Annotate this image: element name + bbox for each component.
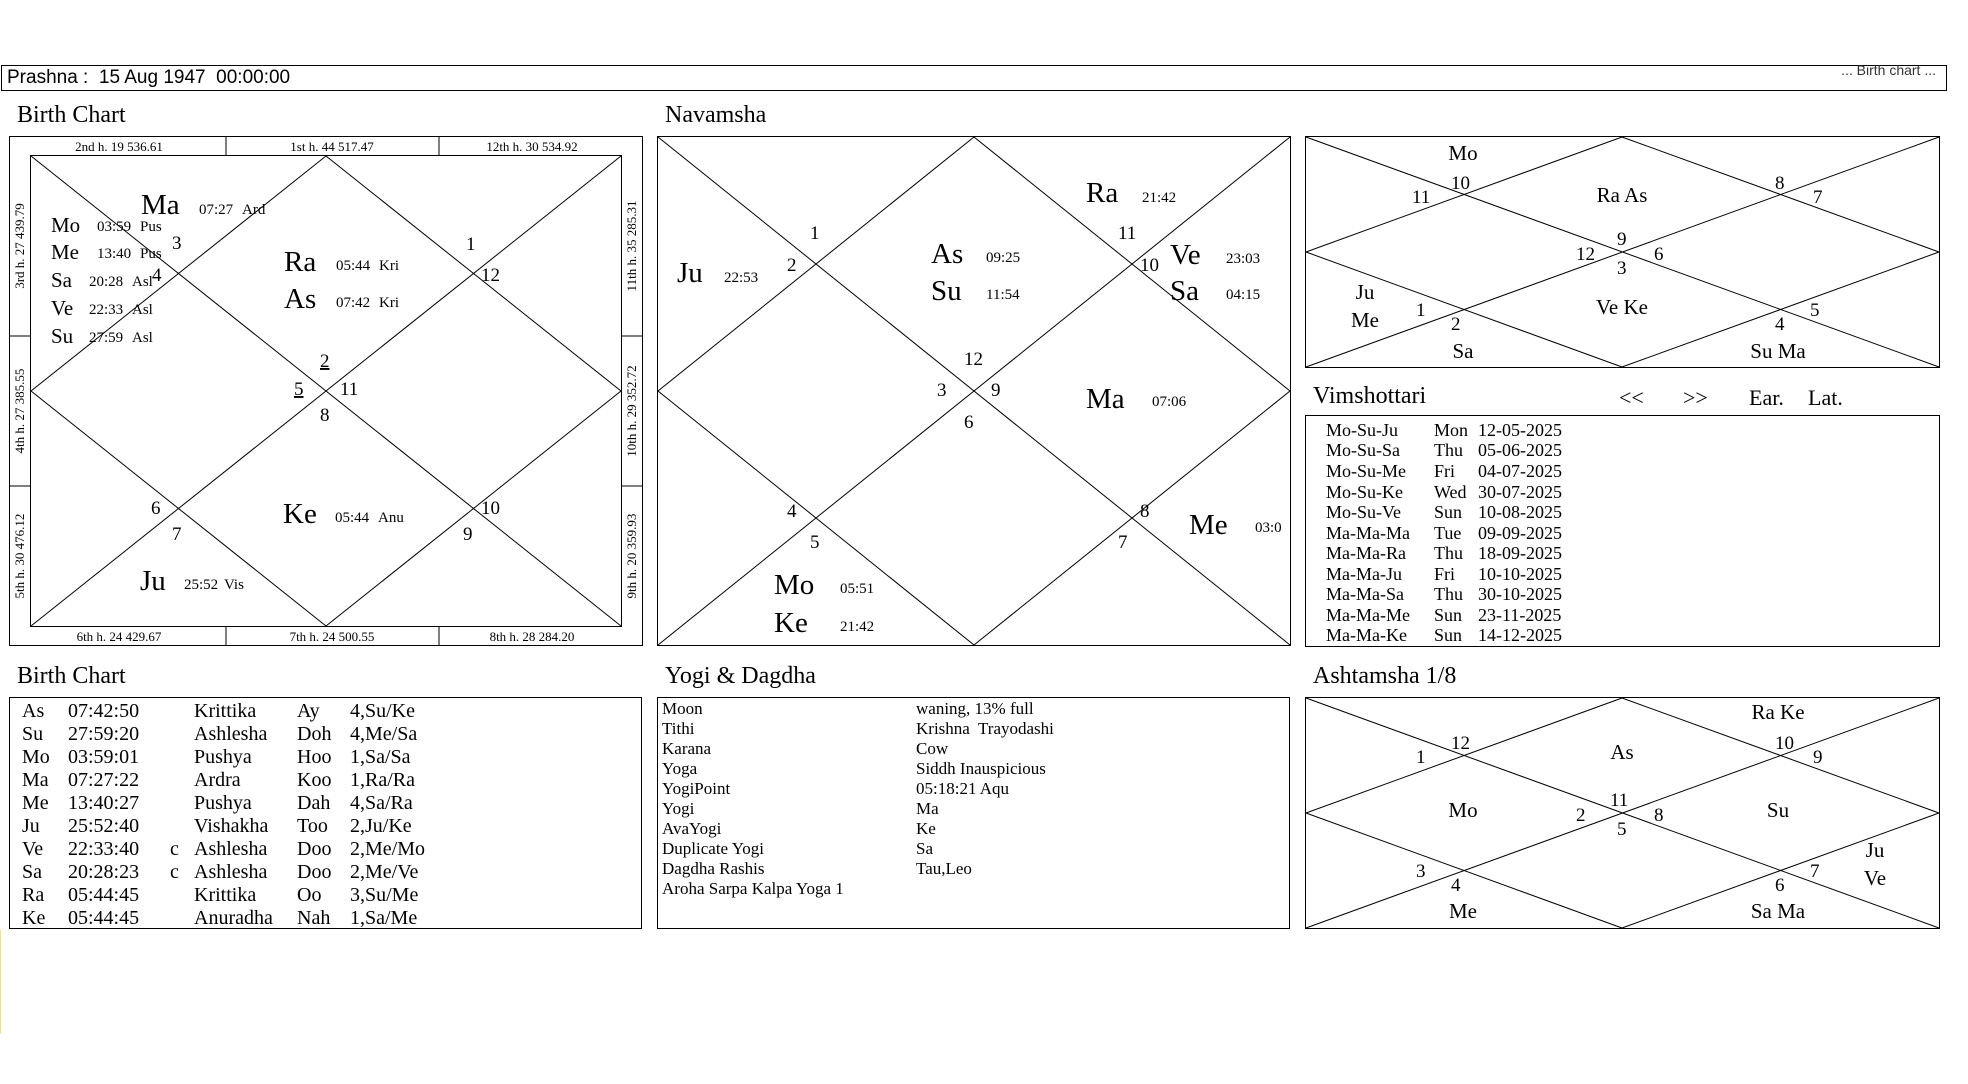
planet-label: Sa [1452,339,1474,363]
planet-label: Me [1351,308,1379,332]
window-edge-marker [0,930,1,1034]
house-header-11: 11th h. 35 285.31 [624,200,639,292]
house-number: 2 [787,255,797,276]
house-number: 10 [1140,255,1159,276]
house-number: 8 [320,405,330,426]
yogi-dagdha-title: Yogi & Dagdha [665,663,816,689]
dasha-row[interactable]: Ma-Ma-Ju Fri 10-10-2025 [1326,564,1562,584]
house-number: 2 [320,351,330,372]
dasha-row[interactable]: Mo-Su-Me Fri 04-07-2025 [1326,461,1562,481]
house-number: 6 [151,498,161,519]
planet-ma: Ma [141,189,180,221]
house-number: 5 [1617,819,1627,840]
planet-ju: Ju [140,565,166,597]
dasha-row[interactable]: Mo-Su-Ve Sun 10-08-2025 [1326,502,1562,522]
planet-ve: Ve [51,296,74,320]
planet-mo-nakshatra: Pus [140,219,162,235]
house-number: 7 [1810,861,1820,882]
house-number: 11 [1412,187,1431,208]
planet-label: Sa Ma [1750,899,1806,923]
planet-ra-degree: 21:42 [1142,190,1177,206]
house-number: 9 [991,380,1001,401]
dasha-row[interactable]: Ma-Ma-Ke Sun 14-12-2025 [1326,625,1562,645]
planet-ma-nakshatra: Ard [242,202,266,218]
dasha-row[interactable]: Ma-Ma-Sa Thu 30-10-2025 [1326,584,1562,604]
planet-ju: Ju [677,257,703,289]
house-number: 8 [1775,173,1785,194]
vimshottari-title: Vimshottari [1313,383,1427,409]
planet-sa-degree: 20:28 [89,274,124,290]
planet-as: As [931,238,964,270]
planet-me: Me [51,240,79,264]
house-number: 8 [1654,805,1664,826]
planet-label: Ju [1865,838,1885,862]
planet-ve-degree: 22:33 [89,302,124,318]
planet-su-nakshatra: Asl [132,330,153,346]
house-number: 6 [1654,244,1664,265]
planet-sa: Sa [1170,275,1199,307]
vimshottari-next-button[interactable]: >> [1683,385,1708,410]
planet-su: Su [51,324,74,348]
planet-ma-degree: 07:06 [1152,394,1187,410]
house-number: 12 [964,349,983,370]
house-header-9: 9th h. 20 359.93 [624,513,639,599]
navamsha-chart[interactable] [657,136,1291,646]
planet-label: Mo [1448,141,1478,165]
planet-mo-degree: 05:51 [840,581,875,597]
planet-me-nakshatra: Pus [140,246,162,262]
house-number: 6 [1775,875,1785,896]
planet-su: Su [931,275,962,307]
house-number: 12 [481,265,500,286]
planet-label: Su Ma [1750,339,1806,363]
house-number: 12 [1451,733,1470,754]
planet-ke-degree: 05:44 [335,510,370,526]
planet-ju-degree: 22:53 [724,270,759,286]
planet-ke: Ke [283,498,317,530]
planet-label: Mo [1448,798,1478,822]
dasha-row[interactable]: Mo-Su-Ke Wed 30-07-2025 [1326,482,1562,502]
house-number: 8 [1140,501,1150,522]
planet-ke-degree: 21:42 [840,619,875,635]
house-number: 9 [1813,747,1823,768]
house-number: 7 [1813,187,1823,208]
house-number: 4 [1451,875,1461,896]
planet-ra: Ra [1086,177,1119,209]
prashna-datetime: 15 Aug 1947 00:00:00 [98,67,291,88]
house-header-6: 6th h. 24 429.67 [76,629,162,644]
navamsha-title: Navamsha [665,102,767,128]
dasha-row[interactable]: Ma-Ma-Me Sun 23-11-2025 [1326,605,1562,625]
dasha-row[interactable]: Ma-Ma-Ra Thu 18-09-2025 [1326,543,1562,563]
planet-label: Ju [1355,280,1375,304]
house-header-1: 1st h. 44 517.47 [290,139,374,154]
planet-sa-nakshatra: Asl [132,274,153,290]
planet-ke-nakshatra: Anu [378,510,404,526]
planet-ju-nakshatra: Vis [224,577,244,593]
planet-as-degree: 09:25 [986,250,1021,266]
house-number: 10 [481,498,500,519]
planet-mo: Mo [774,569,815,601]
planet-ma-degree: 07:27 [199,202,234,218]
house-number: 3 [172,233,182,254]
house-number: 4 [1775,314,1785,335]
dasha-row[interactable]: Mo-Su-Sa Thu 05-06-2025 [1326,440,1562,460]
planet-ve: Ve [1170,239,1201,271]
house-number: 1 [466,234,476,255]
planet-label: Me [1449,899,1477,923]
house-header-2: 2nd h. 19 536.61 [75,139,163,154]
house-number: 4 [152,265,162,286]
planet-ra-nakshatra: Kri [379,258,399,274]
house-number: 5 [1810,300,1820,321]
house-header-10: 10th h. 29 352.72 [624,365,639,457]
house-header-4: 4th h. 27 385.55 [12,368,27,454]
birth-chart-title: Birth Chart [17,102,126,128]
house-number: 1 [1416,300,1426,321]
house-number: 2 [1451,314,1461,335]
planet-me-degree: 03:0 [1255,520,1282,536]
house-number: 3 [1416,861,1426,882]
house-number: 3 [1617,258,1627,279]
planet-as-degree: 07:42 [336,295,371,311]
house-number: 9 [463,524,473,545]
house-number: 3 [937,380,947,401]
house-number: 5 [294,379,304,400]
house-number: 11 [1118,223,1137,244]
planet-ke: Ke [774,607,808,639]
house-number: 10 [1451,173,1470,194]
planet-ve-nakshatra: Asl [132,302,153,318]
house-number: 7 [1118,532,1128,553]
planet-ra: Ra [284,246,317,278]
house-number: 11 [1610,790,1629,811]
planet-me-degree: 13:40 [97,246,132,262]
planet-label: Ve Ke [1596,295,1648,319]
planet-sa-degree: 04:15 [1226,287,1261,303]
planet-sa: Sa [51,268,72,292]
house-number: 2 [1576,805,1586,826]
planet-mo: Mo [51,213,81,237]
planet-label: Ra As [1596,183,1648,207]
vimshottari-list[interactable] [1305,415,1940,647]
vimshottari-earlier-button[interactable]: Ear. [1749,385,1784,410]
planet-su-degree: 11:54 [986,287,1020,303]
birth-chart[interactable] [9,136,643,646]
house-header-3: 3rd h. 27 439.79 [12,203,27,289]
house-number: 6 [964,412,974,433]
house-number: 1 [1416,747,1426,768]
ashtamsha-title: Ashtamsha 1/8 [1313,663,1457,689]
vimshottari-prev-button[interactable]: << [1619,385,1644,410]
house-number: 11 [340,379,359,400]
ashtamsha-chart[interactable] [1305,697,1940,929]
planet-ma: Ma [1086,383,1125,415]
house-number: 10 [1775,733,1794,754]
prashna-label: Prashna : [7,67,89,88]
planet-me: Me [1189,509,1228,541]
planet-as: As [284,283,317,315]
house-header-12: 12th h. 30 534.92 [486,139,578,154]
house-header-8: 8th h. 28 284.20 [489,629,575,644]
birth-table-title: Birth Chart [17,663,126,689]
dasha-row[interactable]: Ma-Ma-Ma Tue 09-09-2025 [1326,523,1562,543]
birth-chart-link-fragment[interactable]: ... Birth chart ... [1841,62,1936,78]
house-number: 7 [172,524,182,545]
planet-as-nakshatra: Kri [379,295,399,311]
yogi-dagdha-table: Moon waning, 13% full Tithi Krishna Trayodashi Karana Cow Yoga Siddh Inauspicious YogiPoint 05:18:21 Aqu Yogi Ma AvaYogi Ke Duplicate Yogi Sa Dagdha Rashis Tau,Leo Aroha Sarpa Kalpa Yoga 1 [657,697,1290,929]
prashna-bar [1,62,1947,91]
planet-ra-degree: 05:44 [336,258,371,274]
house-number: 1 [810,223,820,244]
divisional-chart-top[interactable] [1305,136,1940,368]
planet-mo-degree: 03:59 [97,219,132,235]
house-header-5: 5th h. 30 476.12 [12,513,27,599]
planet-label: Su [1766,798,1790,822]
house-number: 5 [810,532,820,553]
planet-positions-table: As 07:42:50 Krittika Ay 4,Su/Ke Su 27:59:20 Ashlesha Doh 4,Me/Sa Mo 03:59:01 Pushya Hoo 1,Sa/Sa Ma 07:27:22 Ardra Koo 1,Ra/Ra Me 13:40:27 Pushya Dah 4,Sa/Ra Ju 25:52:40 Vishakha Too 2,Ju/Ke Ve 22:33:40 c Ashlesha Doo 2,Me/Mo Sa 20:28:23 c Ashlesha Doo 2,Me/Ve Ra 05:44:45 Krittika Oo 3,Su/Me Ke 05:44:45 Anuradha Nah 1,Sa/Me [9,697,642,929]
house-number: 12 [1576,244,1595,265]
planet-label: As [1610,740,1634,764]
planet-ju-degree: 25:52 [184,577,219,593]
planet-ve-degree: 23:03 [1226,251,1261,267]
house-number: 9 [1617,229,1627,250]
dasha-row[interactable]: Mo-Su-Ju Mon 12-05-2025 [1326,420,1562,440]
house-header-7: 7th h. 24 500.55 [289,629,375,644]
planet-label: Ra Ke [1751,700,1805,724]
planet-su-degree: 27:59 [89,330,124,346]
planet-label: Ve [1863,866,1887,890]
house-number: 4 [787,501,797,522]
vimshottari-later-button[interactable]: Lat. [1808,385,1843,410]
